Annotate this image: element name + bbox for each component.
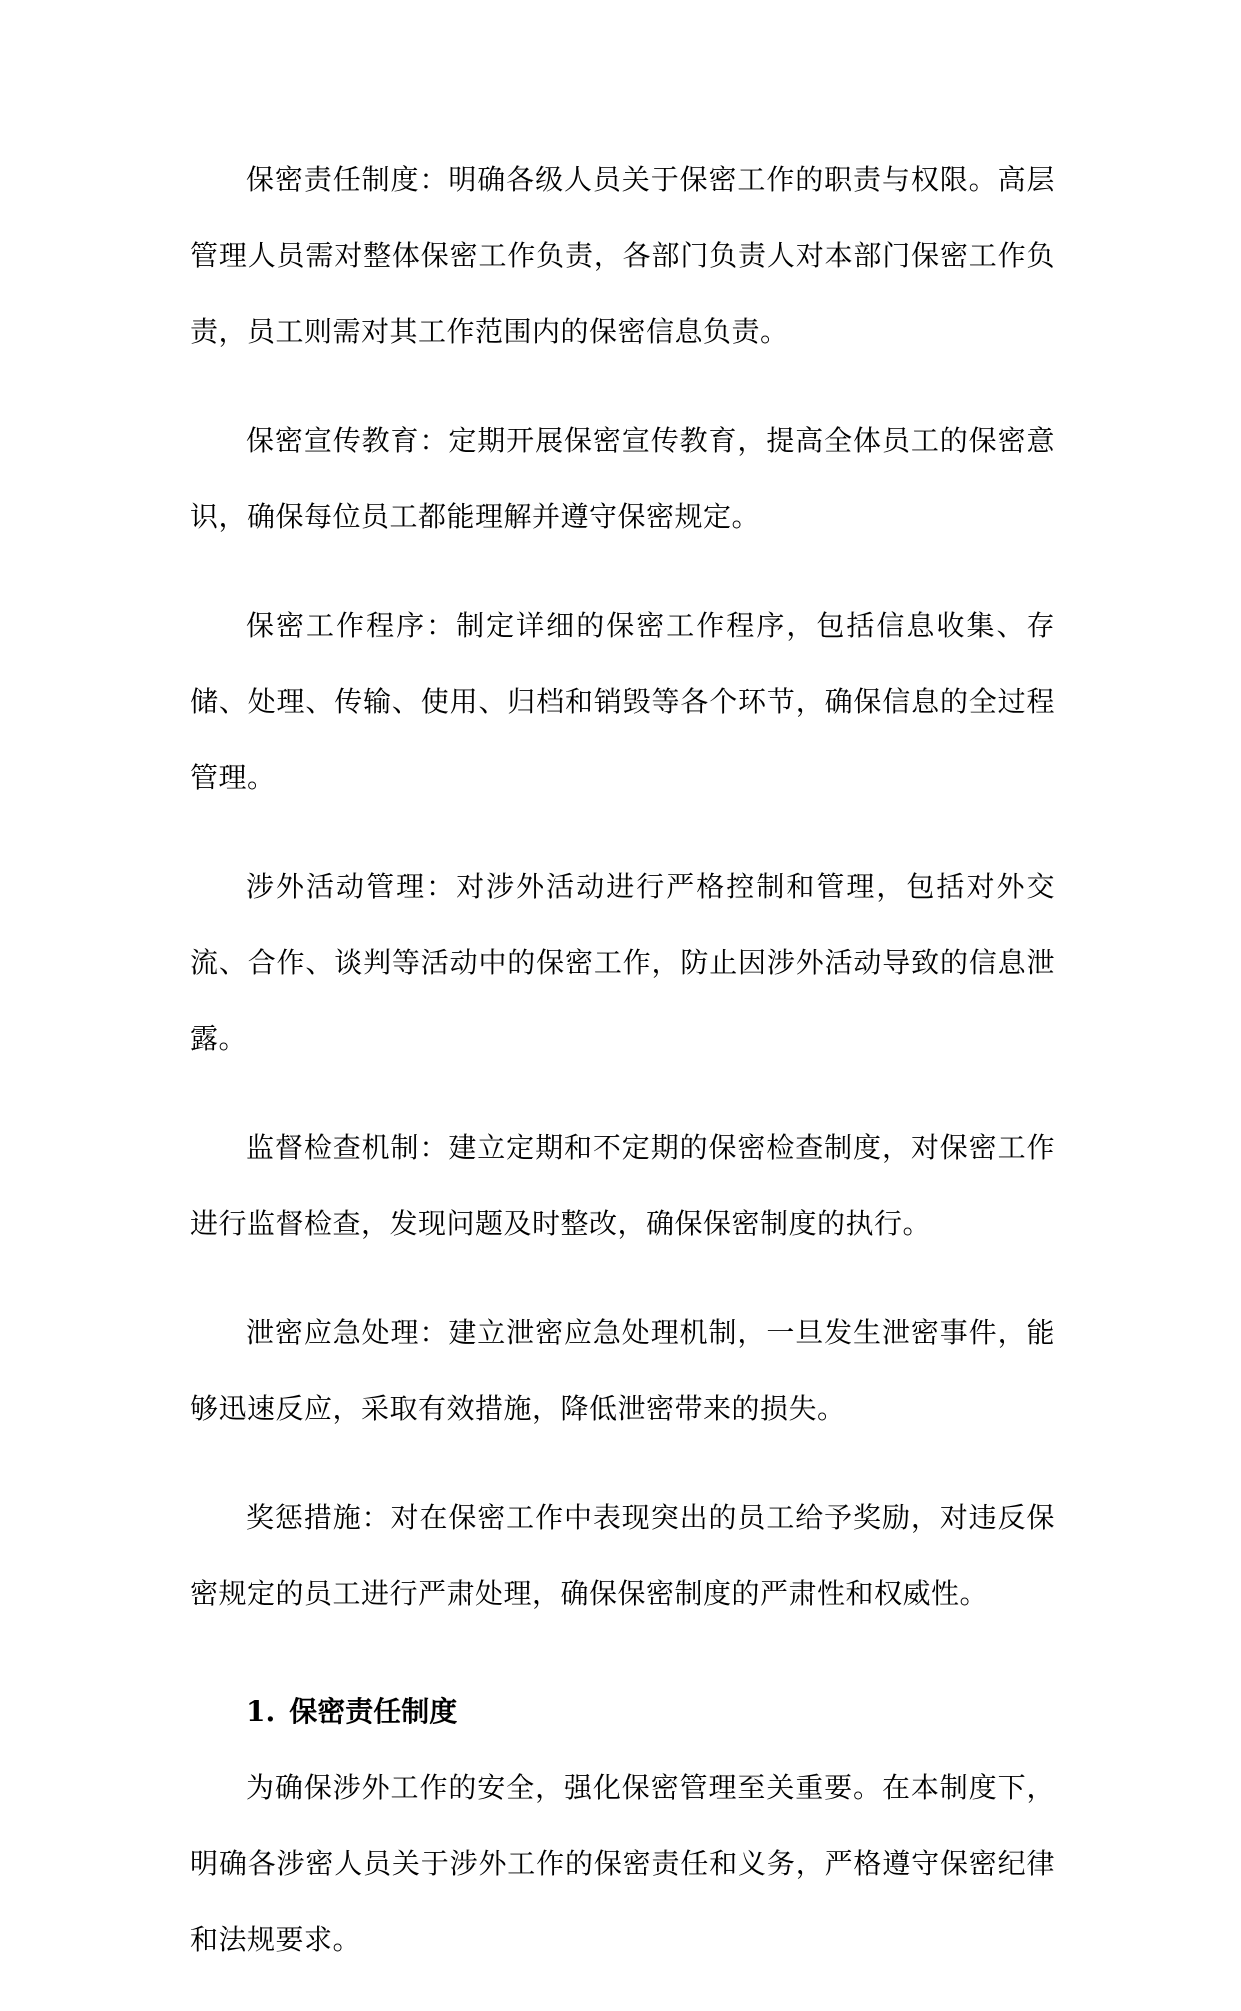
paragraph-confidentiality-education: 保密宣传教育：定期开展保密宣传教育，提高全体员工的保密意识，确保每位员工都能理解并遵守保密规定。 — [190, 424, 1055, 533]
paragraph-confidentiality-responsibility: 保密责任制度：明确各级人员关于保密工作的职责与权限。高层管理人员需对整体保密工作负责，各部门负责人对本部门保密工作负责，员工则需对其工作范围内的保密信息负责。 — [190, 163, 1055, 348]
paragraph-supervision-inspection: 监督检查机制：建立定期和不定期的保密检查制度，对保密工作进行监督检查，发现问题及时整改，确保保密制度的执行。 — [190, 1131, 1055, 1240]
paragraph-leak-emergency-handling: 泄密应急处理：建立泄密应急处理机制，一旦发生泄密事件，能够迅速反应，采取有效措施，降低泄密带来的损失。 — [190, 1316, 1055, 1425]
section-body-paragraph: 为确保涉外工作的安全，强化保密管理至关重要。在本制度下，明确各涉密人员关于涉外工作的保密责任和义务，严格遵守保密纪律和法规要求。 — [190, 1771, 1055, 1956]
paragraph-confidentiality-procedure: 保密工作程序：制定详细的保密工作程序，包括信息收集、存储、处理、传输、使用、归档和销毁等各个环节，确保信息的全过程管理。 — [190, 609, 1055, 794]
document-page — [190, 142, 1055, 2011]
section-title: 保密责任制度 — [289, 1695, 458, 1728]
paragraph-rewards-punishments: 奖惩措施：对在保密工作中表现突出的员工给予奖励，对违反保密规定的员工进行严肃处理，确保保密制度的严肃性和权威性。 — [190, 1501, 1055, 1610]
section-number: 1. — [246, 1695, 276, 1728]
paragraph-foreign-activity-management: 涉外活动管理：对涉外活动进行严格控制和管理，包括对外交流、合作、谈判等活动中的保密工作，防止因涉外活动导致的信息泄露。 — [190, 870, 1055, 1055]
section-heading — [190, 1674, 1055, 1750]
